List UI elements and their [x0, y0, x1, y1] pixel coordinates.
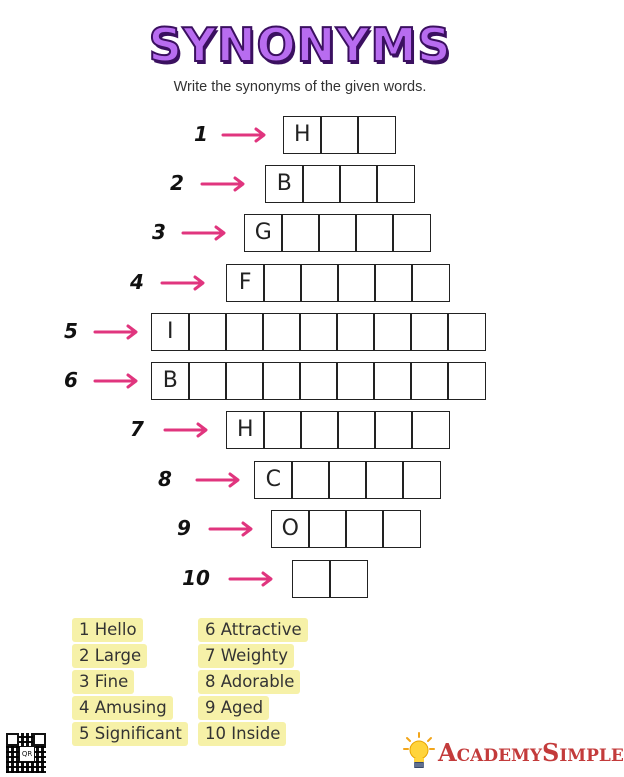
row-number: 4 — [130, 270, 144, 294]
letter-box[interactable] — [382, 510, 421, 548]
letter-box[interactable] — [411, 264, 450, 302]
letter-box[interactable] — [188, 313, 227, 351]
letter-box[interactable]: G — [244, 214, 283, 252]
letter-box[interactable] — [329, 560, 368, 598]
letter-box[interactable] — [300, 264, 339, 302]
letter-box[interactable] — [410, 362, 449, 400]
qr-code-label: QR — [19, 746, 35, 762]
word-bank-item: 1 Hello — [72, 618, 143, 642]
row-number: 7 — [130, 417, 144, 441]
letter-box[interactable] — [392, 214, 431, 252]
letter-box[interactable] — [291, 461, 330, 499]
word-bank-item: 4 Amusing — [72, 696, 173, 720]
answer-row — [292, 560, 366, 598]
letter-box[interactable] — [318, 214, 357, 252]
lightbulb-icon — [404, 732, 434, 772]
letter-box[interactable] — [263, 264, 302, 302]
answer-row — [226, 264, 448, 302]
word-bank-item: 2 Large — [72, 644, 147, 668]
row-number: 6 — [64, 368, 78, 392]
letter-box[interactable] — [337, 411, 376, 449]
letter-box[interactable] — [355, 214, 394, 252]
letter-box[interactable] — [263, 411, 302, 449]
letter-box[interactable] — [402, 461, 441, 499]
arrow-right-icon — [195, 472, 243, 488]
letter-box[interactable] — [345, 510, 384, 548]
worksheet-title: SYNONYMS — [148, 18, 452, 72]
letter-box[interactable] — [337, 264, 376, 302]
letter-box[interactable] — [262, 362, 301, 400]
letter-box[interactable] — [299, 313, 338, 351]
letter-box[interactable]: F — [226, 264, 265, 302]
answer-row — [226, 411, 448, 449]
answer-row — [151, 313, 484, 351]
letter-box[interactable] — [299, 362, 338, 400]
letter-box[interactable] — [308, 510, 347, 548]
word-bank-left — [72, 618, 188, 748]
logo-text: AcademySimple — [438, 737, 624, 767]
answer-row — [244, 214, 429, 252]
row-number: 5 — [64, 319, 78, 343]
letter-box[interactable]: C — [254, 461, 293, 499]
letter-box[interactable] — [373, 313, 412, 351]
letter-box[interactable] — [447, 362, 486, 400]
arrow-right-icon — [228, 571, 276, 587]
arrow-right-icon — [208, 521, 256, 537]
letter-box[interactable] — [447, 313, 486, 351]
letter-box[interactable]: I — [151, 313, 190, 351]
qr-code-icon[interactable] — [6, 733, 46, 773]
row-number: 9 — [177, 516, 191, 540]
answer-row — [283, 116, 394, 154]
letter-box[interactable] — [365, 461, 404, 499]
row-number: 10 — [182, 566, 210, 590]
arrow-right-icon — [200, 176, 248, 192]
letter-box[interactable]: O — [271, 510, 310, 548]
letter-box[interactable] — [302, 165, 341, 203]
letter-box[interactable] — [374, 264, 413, 302]
letter-box[interactable] — [339, 165, 378, 203]
arrow-right-icon — [163, 422, 211, 438]
word-bank-right — [198, 618, 308, 748]
letter-box[interactable] — [281, 214, 320, 252]
row-number: 3 — [152, 220, 166, 244]
answer-row — [271, 510, 419, 548]
arrow-right-icon — [221, 127, 269, 143]
arrow-right-icon — [93, 373, 141, 389]
letter-box[interactable] — [376, 165, 415, 203]
letter-box[interactable] — [374, 411, 413, 449]
letter-box[interactable] — [411, 411, 450, 449]
word-bank-item: 3 Fine — [72, 670, 134, 694]
letter-box[interactable] — [292, 560, 331, 598]
answer-row — [254, 461, 439, 499]
worksheet-instructions: Write the synonyms of the given words. — [173, 79, 427, 95]
letter-box[interactable] — [300, 411, 339, 449]
row-number: 1 — [194, 122, 208, 146]
letter-box[interactable] — [336, 313, 375, 351]
letter-box[interactable] — [225, 313, 264, 351]
letter-box[interactable]: B — [265, 165, 304, 203]
word-bank-item: 9 Aged — [198, 696, 269, 720]
letter-box[interactable] — [225, 362, 264, 400]
row-number: 2 — [170, 171, 184, 195]
letter-box[interactable] — [336, 362, 375, 400]
row-number: 8 — [158, 467, 172, 491]
word-bank-item: 10 Inside — [198, 722, 286, 746]
letter-box[interactable] — [410, 313, 449, 351]
answer-row — [151, 362, 484, 400]
letter-box[interactable] — [262, 313, 301, 351]
letter-box[interactable] — [188, 362, 227, 400]
word-bank-item: 6 Attractive — [198, 618, 308, 642]
word-bank-item: 8 Adorable — [198, 670, 300, 694]
letter-box[interactable]: H — [226, 411, 265, 449]
arrow-right-icon — [181, 225, 229, 241]
academysimple-logo[interactable] — [404, 730, 624, 774]
arrow-right-icon — [160, 275, 208, 291]
letter-box[interactable] — [373, 362, 412, 400]
letter-box[interactable] — [320, 116, 359, 154]
word-bank-item: 7 Weighty — [198, 644, 294, 668]
letter-box[interactable] — [357, 116, 396, 154]
answer-row — [265, 165, 413, 203]
letter-box[interactable]: H — [283, 116, 322, 154]
letter-box[interactable] — [328, 461, 367, 499]
word-bank-item: 5 Significant — [72, 722, 188, 746]
arrow-right-icon — [93, 324, 141, 340]
letter-box[interactable]: B — [151, 362, 190, 400]
